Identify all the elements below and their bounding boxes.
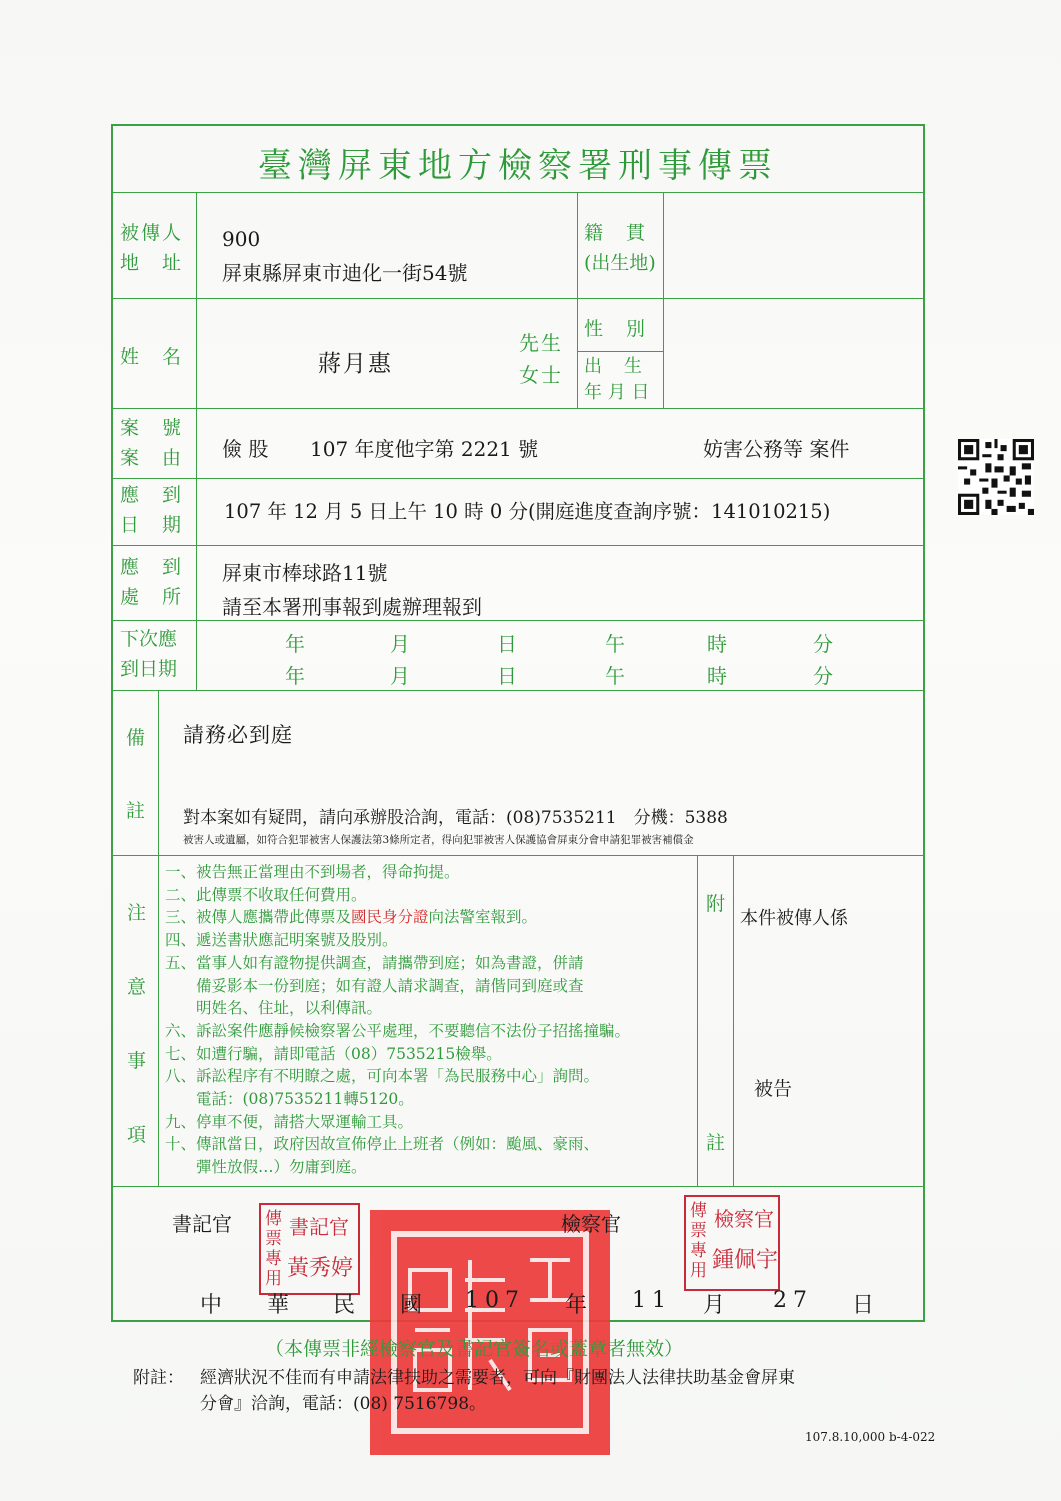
prosecutor-label: 檢察官 (561, 1212, 621, 1236)
case-division: 儉 股 (222, 437, 269, 461)
col-divider (196, 192, 197, 690)
next-date-unit-2-2: 月 (390, 664, 412, 688)
notice-item (165, 996, 382, 1018)
issue-day: 27 (773, 1288, 813, 1313)
next-date-unit-2-4: 午 (605, 664, 627, 688)
row-divider (111, 478, 925, 479)
attachment-line1: 本件被傳人係 (740, 908, 848, 929)
col-divider (733, 855, 734, 1186)
qr-code-icon (958, 439, 1034, 515)
place-instruction: 請至本署刑事報到處辦理報到 (222, 595, 482, 619)
attachment-label-bottom: 註 (706, 1132, 728, 1154)
era-char: 華 (267, 1293, 296, 1318)
notice-item (165, 928, 398, 950)
next-date-unit-2-6: 分 (813, 664, 835, 688)
prosecutor-seal-right-bottom: 鍾佩宇 (712, 1248, 779, 1273)
row-divider (111, 1186, 925, 1187)
notice-item (165, 883, 367, 905)
notice-text: 四、遞送書狀應記明案號及股別。 (165, 931, 398, 950)
notice-item (165, 860, 460, 882)
appearance-date-label: 應 到 日 期 (120, 484, 184, 536)
appearance-place-label: 應 到 處 所 (120, 556, 184, 608)
row-divider (111, 690, 925, 691)
addressee-address: 屏東縣屏東市迪化一街54號 (222, 261, 468, 285)
validity-note: （本傳票非經檢察官及書記官簽名或蓋章者無效） (265, 1338, 684, 1360)
row-divider (111, 192, 925, 193)
next-date-unit-2-5: 時 (707, 664, 729, 688)
addressee-label: 被傳人 地 址 (120, 222, 184, 274)
notice-item (165, 1087, 414, 1109)
next-date-unit-2-1: 年 (285, 664, 307, 688)
notice-text: 電話：(08)7535211轉5120。 (165, 1090, 414, 1108)
title-male: 先生 (519, 331, 563, 355)
notice-item (165, 905, 537, 927)
notice-text: 一、被告無正當理由不到場者，得命拘提。 (165, 863, 460, 881)
next-date-unit-1-1: 年 (285, 632, 307, 656)
next-date-unit-1-6: 分 (813, 632, 835, 656)
seal-pattern-icon (370, 1210, 610, 1455)
form-code: 107.8.10,000 b-4-022 (805, 1430, 936, 1444)
clerk-label: 書記官 (172, 1212, 232, 1236)
col-divider (577, 192, 578, 408)
issue-year: 107 (465, 1288, 525, 1313)
remarks-label-top: 備 (126, 727, 148, 749)
remarks-contact: 對本案如有疑問，請向承辦股洽詢，電話：(08)7535211 分機：5388 (183, 808, 728, 828)
notice-text: 明姓名、住址，以利傳訊。 (165, 999, 383, 1018)
remarks-label-bottom: 註 (126, 800, 148, 822)
remarks-main: 請務必到庭 (183, 723, 293, 747)
footnote-line1: 經濟狀況不佳而有申請法律扶助之需要者，可向『財團法人法律扶助基金會屏東 (200, 1368, 795, 1388)
notice-item (165, 974, 584, 996)
appearance-datetime: 107 年 12 月 5 日上午 10 時 0 分(開庭進度查詢序號：141010215) (224, 500, 831, 523)
victim-note: 被害人或遺屬，如符合犯罪被害人保護法第3條所定者，得向犯罪被害人保護協會屏東分會申請犯罪被害補償金 (183, 834, 694, 846)
case-cause: 妨害公務等 案件 (703, 437, 850, 461)
col-divider (697, 855, 698, 1186)
month-unit: 月 (703, 1293, 732, 1318)
row-divider (111, 620, 925, 621)
notice-text: 彈性放假…）勿庸到庭。 (165, 1158, 367, 1177)
clerk-seal (259, 1203, 360, 1295)
notice-item (165, 1132, 599, 1154)
next-date-unit-1-4: 午 (605, 632, 627, 656)
official-seal-stamp (370, 1210, 610, 1455)
next-date-unit-2-3: 日 (497, 664, 519, 688)
year-unit: 年 (565, 1293, 594, 1318)
day-unit: 日 (852, 1293, 881, 1318)
notice-item (165, 1110, 413, 1132)
notice-item (165, 1064, 599, 1086)
era-char: 民 (333, 1293, 362, 1318)
birth-label: 出 生 年 月 日 (584, 356, 650, 403)
notice-text: 八、訴訟程序有不明瞭之處，可向本署「為民服務中心」詢問。 (165, 1067, 600, 1086)
attachment-label-top: 附 (706, 893, 728, 915)
notice-item (165, 951, 584, 973)
notice-label-char: 意 (127, 976, 149, 998)
notice-text: 十、傳訊當日，政府因故宣佈停止上班者（例如：颱風、豪雨、 (165, 1135, 600, 1154)
next-date-unit-1-2: 月 (390, 632, 412, 656)
row-divider (111, 855, 925, 856)
era-char: 國 (400, 1293, 429, 1318)
notice-text: 二、此傳票不收取任何費用。 (165, 885, 367, 904)
notice-text: 向法警室報到。 (428, 908, 538, 927)
row-divider (577, 351, 663, 352)
notice-label-char: 事 (127, 1050, 149, 1072)
name-label: 姓 名 (120, 346, 184, 368)
row-divider (111, 408, 925, 409)
notice-label-char: 項 (127, 1124, 149, 1146)
col-divider (663, 192, 664, 408)
footnote-line2: 分會』洽詢，電話：(08) 7516798。 (200, 1394, 487, 1414)
prosecutor-seal-right-top: 檢察官 (714, 1207, 774, 1231)
case-number: 107 年度他字第 2221 號 (310, 437, 539, 461)
next-date-label: 下次應 到日期 (120, 628, 178, 680)
notice-text: 七、如遭行騙，請即電話（08）7535215檢舉。 (165, 1044, 502, 1063)
notice-item (165, 1019, 630, 1041)
next-date-unit-1-3: 日 (497, 632, 519, 656)
place-address: 屏東市棒球路11號 (222, 561, 388, 585)
case-label: 案 號 案 由 (120, 417, 184, 469)
footnote-label: 附註： (133, 1368, 184, 1388)
addressee-name: 蔣月惠 (318, 351, 393, 377)
notice-label-char: 注 (127, 902, 149, 924)
era-char: 中 (200, 1293, 229, 1318)
row-divider (111, 545, 925, 546)
notice-item (165, 1155, 367, 1177)
attachment-line2: 被告 (754, 1078, 793, 1100)
clerk-seal-right-bottom: 黃秀婷 (287, 1256, 354, 1281)
notice-text: 六、訴訟案件應靜候檢察署公平處理，不要聽信不法份子招搖撞騙。 (165, 1021, 631, 1040)
prosecutor-seal (684, 1195, 780, 1291)
form-title: 臺灣屏東地方檢察署刑事傳票 (258, 146, 778, 186)
col-divider (158, 690, 159, 1186)
id-card-highlight: 國民身分證 (351, 908, 429, 927)
issue-month: 11 (632, 1288, 672, 1313)
native-place-label: 籍 貫 (出生地) (584, 222, 656, 274)
notice-text: 三、被傳人應攜帶此傳票及 (165, 908, 352, 927)
clerk-seal-right-top: 書記官 (289, 1215, 349, 1239)
notice-text: 備妥影本一份到庭；如有證人請求調查，請偕同到庭或查 (165, 976, 584, 995)
notice-text: 九、停車不便，請搭大眾運輸工具。 (165, 1112, 414, 1131)
prosecutor-seal-left: 傳票專用 (690, 1201, 707, 1281)
title-female: 女士 (519, 363, 563, 387)
clerk-seal-left: 傳票專用 (265, 1209, 282, 1289)
row-divider (111, 298, 925, 299)
notice-text: 五、當事人如有證物提供調查，請攜帶到庭；如為書證，併請 (165, 953, 584, 972)
notice-item (165, 1042, 502, 1064)
postal-code: 900 (222, 227, 261, 251)
next-date-unit-1-5: 時 (707, 632, 729, 656)
gender-label: 性 別 (584, 318, 648, 340)
